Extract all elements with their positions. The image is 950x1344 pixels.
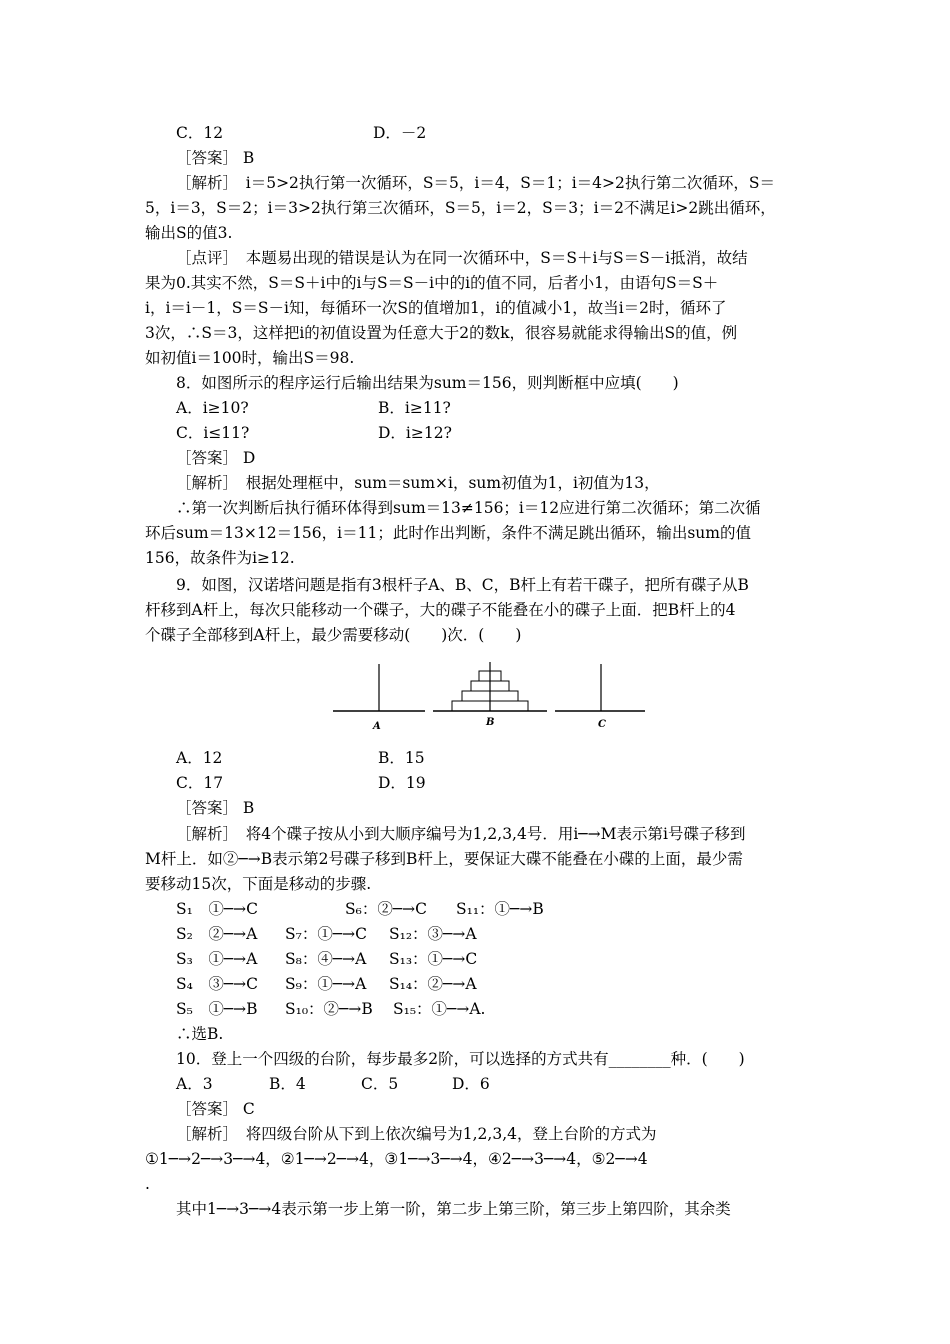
q9-step: S₆：②─→C bbox=[345, 900, 428, 918]
q8-analysis-line: 环后sum＝13×12＝156，i＝11；此时作出判断，条件不满足跳出循环，输出sum的值 bbox=[145, 524, 751, 542]
q9-option: A．12 bbox=[176, 749, 223, 767]
q9-analysis-line: 要移动15次，下面是移动的步骤. bbox=[145, 875, 372, 893]
rod-b-label: B bbox=[486, 717, 495, 728]
q9-option: D．19 bbox=[378, 774, 426, 792]
q8-analysis-line: ∴第一次判断后执行循环体得到sum＝13≠156；i＝12应进行第二次循环；第二次循 bbox=[176, 499, 761, 517]
q7-answer: ［答案］ B bbox=[176, 149, 255, 167]
hanoi-tower-figure bbox=[333, 660, 648, 735]
q10-option: D．6 bbox=[452, 1075, 490, 1093]
q7-comment-line: 果为0.其实不然，S＝S＋i中的i与S＝S－i中的i的值不同，后者小1，由语句S＝S＋ bbox=[145, 274, 719, 292]
q7-comment-line: 如初值i＝100时，输出S＝98. bbox=[145, 349, 355, 367]
q9-stem-line: 9．如图，汉诺塔问题是指有3根杆子A、B、C，B杆上有若干碟子，把所有碟子从B bbox=[176, 576, 749, 594]
q10-analysis-line: ［解析］ 将四级台阶从下到上依次编号为1,2,3,4，登上台阶的方式为 bbox=[176, 1125, 657, 1143]
q10-analysis-line: 其中1─→3─→4表示第一步上第一阶，第二步上第三阶，第三步上第四阶，其余类 bbox=[176, 1200, 731, 1218]
q7-comment-line: ［点评］ 本题易出现的错误是认为在同一次循环中，S＝S＋i与S＝S－i抵消，故结 bbox=[176, 249, 748, 267]
q9-step: S₂ ②─→A bbox=[176, 925, 258, 943]
q9-step: S₉：①─→A bbox=[285, 975, 367, 993]
q10-analysis-line: . bbox=[145, 1175, 150, 1193]
q9-step: S₅ ①─→B bbox=[176, 1000, 258, 1018]
q9-step: S₁₃：①─→C bbox=[389, 950, 478, 968]
q7-analysis-line: 输出S的值3. bbox=[145, 224, 233, 242]
q8-option: D．i≥12? bbox=[378, 424, 452, 442]
q9-option: B．15 bbox=[378, 749, 425, 767]
q7-analysis-line: 5，i＝3，S＝2；i＝3>2执行第三次循环，S＝5，i＝2，S＝3；i＝2不满足i>2跳出循环， bbox=[145, 199, 776, 217]
q8-stem: 8．如图所示的程序运行后输出结果为sum＝156，则判断框中应填( ) bbox=[176, 374, 679, 392]
q7-analysis-line: ［解析］ i＝5>2执行第一次循环，S＝5，i＝4，S＝1；i＝4>2执行第二次循环，S＝ bbox=[176, 174, 775, 192]
q8-option: A．i≥10? bbox=[176, 399, 249, 417]
q9-step: S₃ ①─→A bbox=[176, 950, 258, 968]
q9-answer: ［答案］ B bbox=[176, 799, 255, 817]
q10-analysis-line: ①1─→2─→3─→4，②1─→2─→4，③1─→3─→4，④2─→3─→4，⑤2─→4 bbox=[145, 1150, 648, 1168]
q9-step: S₁₅：①─→A. bbox=[393, 1000, 486, 1018]
q9-step: S₁₂：③─→A bbox=[389, 925, 477, 943]
q9-conclusion: ∴选B. bbox=[176, 1025, 224, 1043]
q8-option: C．i≤11? bbox=[176, 424, 250, 442]
q8-option: B．i≥11? bbox=[378, 399, 451, 417]
q7-comment-line: i，i＝i－1，S＝S－i知，每循环一次S的值增加1，i的值减小1，故当i＝2时，循环了 bbox=[145, 299, 727, 317]
q10-stem: 10．登上一个四级的台阶，每步最多2阶，可以选择的方式共有________种．( ) bbox=[176, 1050, 745, 1068]
q8-analysis-line: 156，故条件为i≥12. bbox=[145, 549, 295, 567]
q9-step: S₇：①─→C bbox=[285, 925, 368, 943]
q9-analysis-line: M杆上．如②─→B表示第2号碟子移到B杆上，要保证大碟不能叠在小碟的上面，最少需 bbox=[145, 850, 743, 868]
q9-stem-line: 个碟子全部移到A杆上，最少需要移动( )次．( ) bbox=[145, 626, 522, 644]
q9-analysis-line: ［解析］ 将4个碟子按从小到大顺序编号为1,2,3,4号．用i─→M表示第i号碟子移到 bbox=[176, 825, 746, 843]
q7-option-d: D．－2 bbox=[373, 124, 427, 142]
q9-option: C．17 bbox=[176, 774, 224, 792]
q10-answer: ［答案］ C bbox=[176, 1100, 255, 1118]
q9-step: S₁₄：②─→A bbox=[389, 975, 477, 993]
q10-option: A．3 bbox=[176, 1075, 213, 1093]
q7-option-c: C．12 bbox=[176, 124, 224, 142]
q9-step: S₈：④─→A bbox=[285, 950, 367, 968]
q9-step: S₄ ③─→C bbox=[176, 975, 259, 993]
q8-answer: ［答案］ D bbox=[176, 449, 256, 467]
q9-step: S₁ ①─→C bbox=[176, 900, 259, 918]
rod-a-label: A bbox=[373, 721, 381, 732]
q7-comment-line: 3次，∴S＝3，这样把i的初值设置为任意大于2的数k，很容易就能求得输出S的值，例 bbox=[145, 324, 738, 342]
q8-analysis-line: ［解析］ 根据处理框中，sum＝sum×i，sum初值为1，i初值为13， bbox=[176, 474, 660, 492]
q10-option: B．4 bbox=[269, 1075, 306, 1093]
q9-step: S₁₁：①─→B bbox=[456, 900, 544, 918]
rod-c-label: C bbox=[598, 719, 606, 730]
q10-option: C．5 bbox=[361, 1075, 399, 1093]
q9-step: S₁₀：②─→B bbox=[285, 1000, 373, 1018]
q9-stem-line: 杆移到A杆上，每次只能移动一个碟子，大的碟子不能叠在小的碟子上面．把B杆上的4 bbox=[145, 601, 736, 619]
